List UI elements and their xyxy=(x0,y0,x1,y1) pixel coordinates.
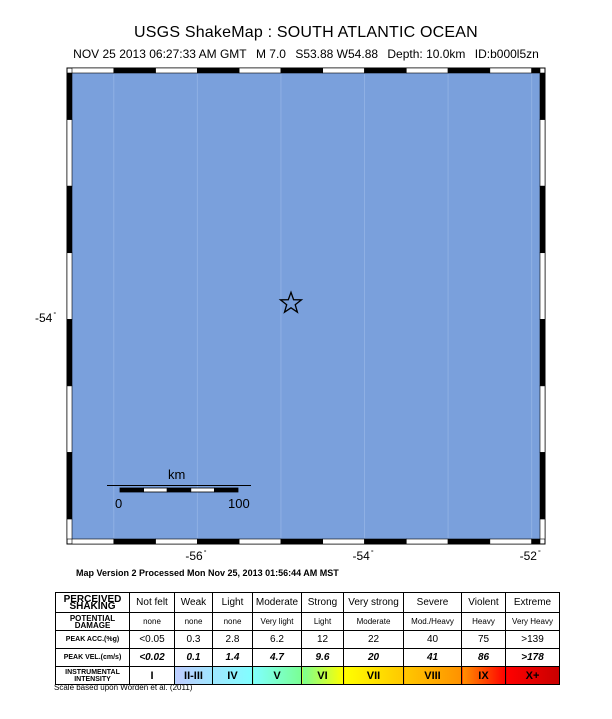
frame-segment-top xyxy=(156,68,198,73)
lon-tick-label: -52° xyxy=(519,549,541,563)
legend-shaking-cell: Severe xyxy=(404,593,462,613)
legend-shaking-cell: Weak xyxy=(175,593,213,613)
frame-segment-right xyxy=(540,519,545,539)
frame-segment-bottom xyxy=(72,539,114,544)
scale-bar-segment xyxy=(144,488,168,492)
frame-segment-bottom xyxy=(197,539,239,544)
frame-segment-left xyxy=(67,120,72,187)
legend-vel-cell: >178 xyxy=(506,649,560,667)
legend-acc-cell: 2.8 xyxy=(213,631,253,649)
frame-segment-bottom xyxy=(114,539,156,544)
frame-segment-top xyxy=(239,68,281,73)
legend-vel-cell: 4.7 xyxy=(253,649,302,667)
scale-bar-top-line xyxy=(107,485,251,486)
legend-shaking-cell: Light xyxy=(213,593,253,613)
frame-segment-top xyxy=(197,68,239,73)
scale-bar-title: km xyxy=(168,467,186,482)
legend-vel-cell: 86 xyxy=(462,649,506,667)
legend-damage-cell: none xyxy=(175,613,213,631)
frame-segment-right xyxy=(540,319,545,386)
frame-segment-bottom xyxy=(281,539,323,544)
scale-bar-segment xyxy=(214,488,238,492)
frame-segment-right xyxy=(540,73,545,120)
legend-vel-cell: <0.02 xyxy=(130,649,175,667)
legend-vel-cell: 20 xyxy=(344,649,404,667)
frame-segment-bottom xyxy=(490,539,532,544)
legend-vel-cell: 1.4 xyxy=(213,649,253,667)
legend-mmi-cell: II-III xyxy=(175,667,213,685)
legend-row-damage xyxy=(56,613,560,631)
legend-mmi-cell: VI xyxy=(302,667,344,685)
frame-segment-left xyxy=(67,73,72,120)
frame-segment-left xyxy=(67,253,72,320)
frame-segment-bottom xyxy=(406,539,448,544)
legend-row-acc xyxy=(56,631,560,649)
frame-segment-top xyxy=(406,68,448,73)
frame-segment-top xyxy=(281,68,323,73)
legend-mmi-cell: VIII xyxy=(404,667,462,685)
map-version: Map Version 2 Processed Mon Nov 25, 2013 01:56:44 AM MST xyxy=(76,568,339,578)
map-title: USGS ShakeMap : SOUTH ATLANTIC OCEAN xyxy=(134,24,478,41)
scale-bar-end: 100 xyxy=(228,496,250,511)
frame-segment-left xyxy=(67,519,72,539)
frame-segment-top xyxy=(365,68,407,73)
legend-acc-cell: <0.05 xyxy=(130,631,175,649)
legend-row-shaking xyxy=(56,593,560,613)
frame-segment-bottom xyxy=(239,539,281,544)
legend-mmi-cell: IX xyxy=(462,667,506,685)
event-magnitude: M 7.0 xyxy=(255,47,286,61)
legend-acc-cell: 75 xyxy=(462,631,506,649)
legend-header-shaking: PERCEIVED SHAKING xyxy=(56,593,130,613)
frame-segment-left xyxy=(67,452,72,519)
frame-segment-bottom xyxy=(532,539,540,544)
legend-shaking-cell: Moderate xyxy=(253,593,302,613)
legend-acc-cell: 0.3 xyxy=(175,631,213,649)
scale-bar-segment xyxy=(120,488,144,492)
legend-acc-cell: 12 xyxy=(302,631,344,649)
scale-bar-start: 0 xyxy=(115,496,123,511)
frame-segment-bottom xyxy=(365,539,407,544)
frame-segment-top xyxy=(448,68,490,73)
frame-segment-right xyxy=(540,120,545,187)
legend-shaking-cell: Extreme xyxy=(506,593,560,613)
legend-header-acc: PEAK ACC.(%g) xyxy=(56,631,130,649)
ocean-area xyxy=(72,73,540,539)
legend-shaking-cell: Strong xyxy=(302,593,344,613)
frame-segment-right xyxy=(540,386,545,453)
legend-mmi-cell: V xyxy=(253,667,302,685)
frame-segment-right xyxy=(540,452,545,519)
frame-segment-top xyxy=(490,68,532,73)
legend-shaking-cell: Very strong xyxy=(344,593,404,613)
legend-header-mmi: INSTRUMENTAL INTENSITY xyxy=(56,667,130,685)
legend-damage-cell: Heavy xyxy=(462,613,506,631)
legend-acc-cell: 6.2 xyxy=(253,631,302,649)
frame-segment-top xyxy=(72,68,114,73)
event-depth: Depth: 10.0km xyxy=(387,47,466,61)
legend-damage-cell: Very light xyxy=(253,613,302,631)
legend-row-mmi xyxy=(56,667,560,685)
event-date: NOV 25 2013 06:27:33 AM GMT xyxy=(73,47,247,61)
legend-row-vel xyxy=(56,649,560,667)
legend-damage-cell: Moderate xyxy=(344,613,404,631)
legend-shaking-cell: Not felt xyxy=(130,593,175,613)
event-id: ID:b000l5zn xyxy=(474,47,539,61)
legend-acc-cell: 22 xyxy=(344,631,404,649)
legend-acc-cell: >139 xyxy=(506,631,560,649)
lon-tick-label: -54° xyxy=(352,549,374,563)
frame-segment-top xyxy=(323,68,365,73)
scale-bar-segment xyxy=(167,488,191,492)
legend-header-damage: POTENTIAL DAMAGE xyxy=(56,613,130,631)
frame-segment-left xyxy=(67,186,72,253)
legend-acc-cell: 40 xyxy=(404,631,462,649)
frame-segment-bottom xyxy=(156,539,198,544)
legend-mmi-cell: VII xyxy=(344,667,404,685)
scale-credit: Scale based upon Worden et al. (2011) xyxy=(54,683,193,692)
legend-damage-cell: Light xyxy=(302,613,344,631)
legend-mmi-cell: X+ xyxy=(506,667,560,685)
legend-damage-cell: none xyxy=(213,613,253,631)
frame-segment-bottom xyxy=(323,539,365,544)
scale-bar-segment xyxy=(191,488,215,492)
lat-tick-label: -54° xyxy=(35,311,57,326)
legend-damage-cell: Very Heavy xyxy=(506,613,560,631)
legend-shaking-cell: Violent xyxy=(462,593,506,613)
legend-vel-cell: 41 xyxy=(404,649,462,667)
event-location: S53.88 W54.88 xyxy=(295,47,379,61)
frame-segment-top xyxy=(532,68,540,73)
frame-segment-left xyxy=(67,386,72,453)
frame-segment-right xyxy=(540,253,545,320)
legend-damage-cell: Mod./Heavy xyxy=(404,613,462,631)
intensity-legend xyxy=(55,592,560,685)
frame-segment-left xyxy=(67,319,72,386)
legend-mmi-cell: I xyxy=(130,667,175,685)
legend-mmi-cell: IV xyxy=(213,667,253,685)
legend-vel-cell: 9.6 xyxy=(302,649,344,667)
legend-vel-cell: 0.1 xyxy=(175,649,213,667)
legend-damage-cell: none xyxy=(130,613,175,631)
legend-header-vel: PEAK VEL.(cm/s) xyxy=(56,649,130,667)
frame-segment-bottom xyxy=(448,539,490,544)
frame-segment-top xyxy=(114,68,156,73)
frame-segment-right xyxy=(540,186,545,253)
lon-tick-label: -56° xyxy=(185,549,207,563)
